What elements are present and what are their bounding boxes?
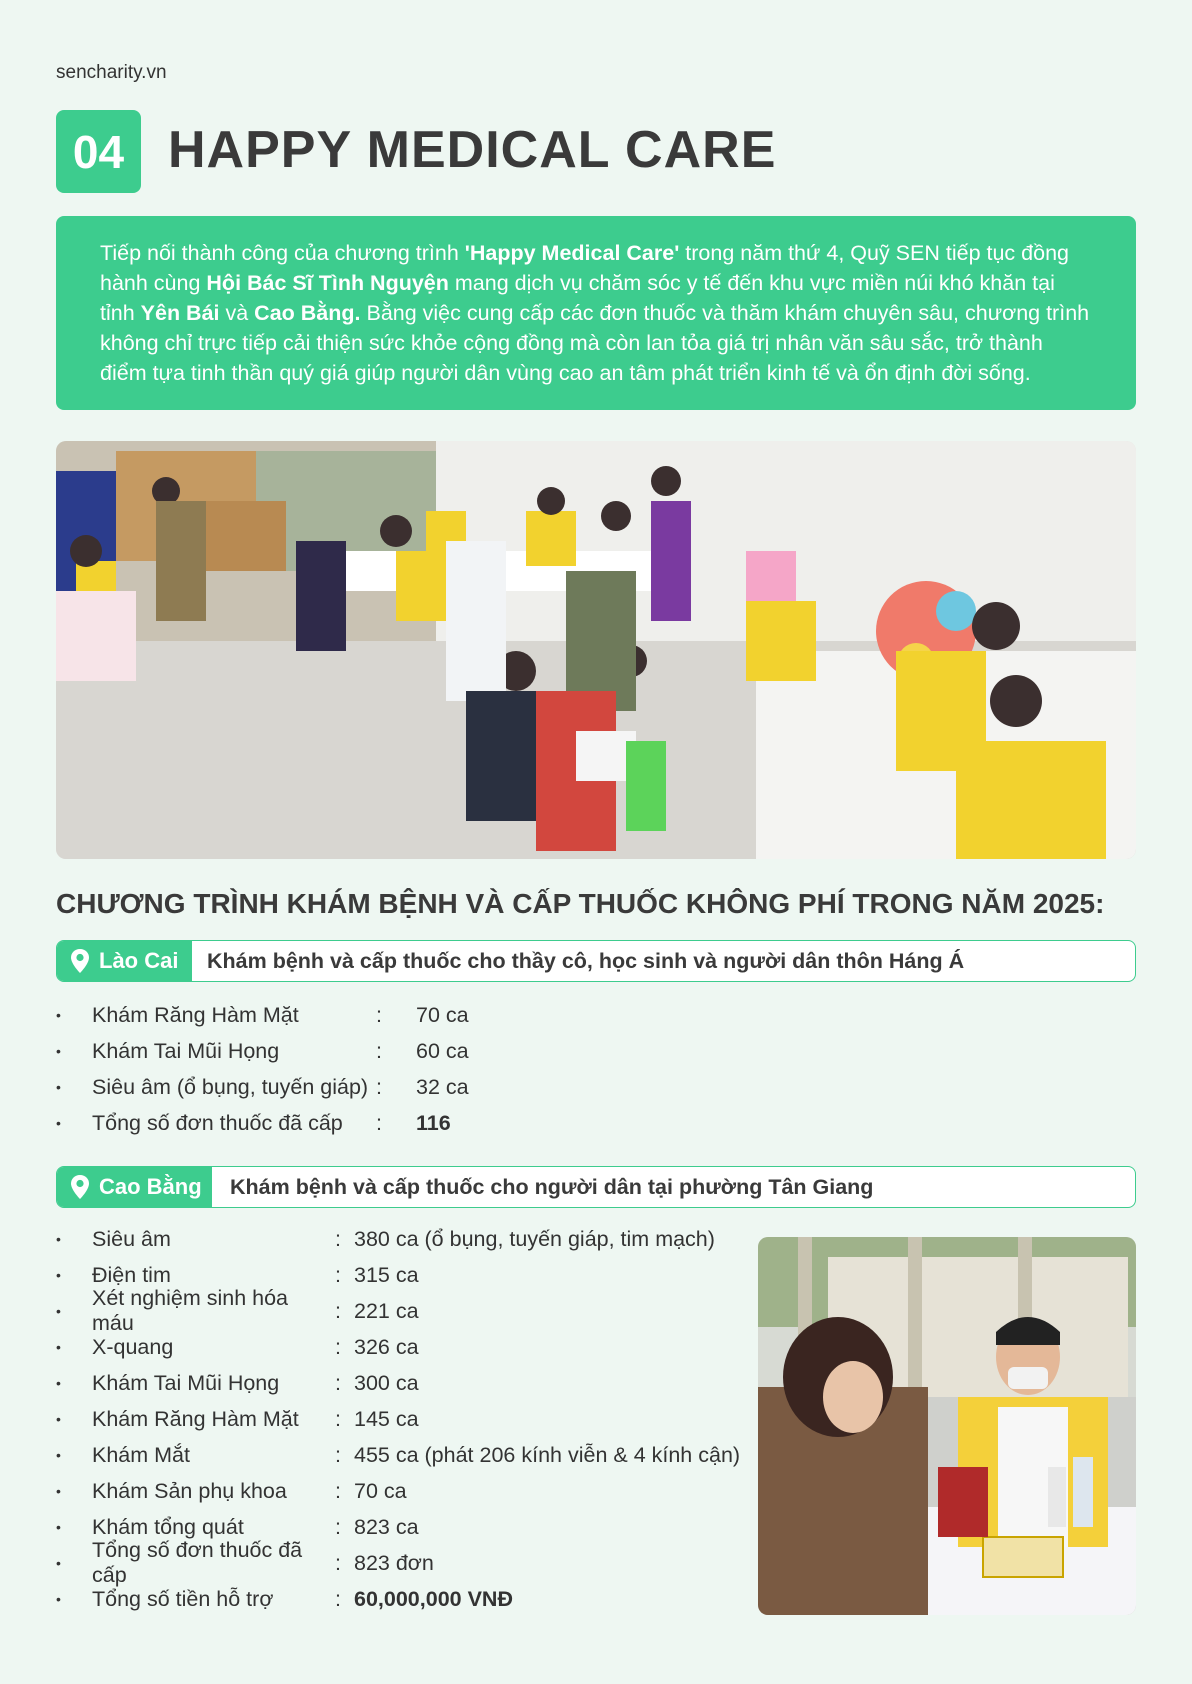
stat-label: Xét nghiệm sinh hóa máu — [92, 1286, 289, 1335]
site-url: sencharity.vn — [56, 62, 167, 83]
list-item — [56, 1329, 740, 1365]
stat-label: Tổng số đơn thuốc đã cấp — [92, 1538, 303, 1587]
bullet: • — [56, 1303, 61, 1319]
location-tag — [57, 941, 192, 981]
stat-colon: : — [335, 1226, 341, 1251]
stat-value: 823 đơn — [354, 1550, 434, 1575]
map-pin-icon — [69, 1174, 91, 1200]
stat-label: Tổng số tiền hỗ trợ — [92, 1586, 274, 1611]
list-item — [56, 1473, 740, 1509]
bullet: • — [56, 1519, 61, 1535]
stat-colon: : — [335, 1478, 341, 1503]
bullet: • — [56, 1447, 61, 1463]
stat-value: 823 ca — [354, 1514, 419, 1539]
stat-value: 116 — [416, 1110, 451, 1135]
list-item — [56, 1437, 740, 1473]
list-item — [56, 1581, 740, 1617]
intro-bold-province: Cao Bằng. — [254, 301, 361, 325]
bullet: • — [56, 1555, 61, 1571]
intro-bold-program: 'Happy Medical Care' — [464, 241, 680, 265]
stat-colon: : — [376, 1002, 382, 1027]
page-title: HAPPY MEDICAL CARE — [168, 121, 777, 179]
stat-label: Điện tim — [92, 1262, 171, 1287]
doctor-consultation-photo — [758, 1237, 1136, 1615]
stat-value: 70 ca — [416, 1002, 469, 1027]
intro-box — [56, 216, 1136, 410]
location-bar-cao-bang — [56, 1166, 1136, 1208]
list-item — [56, 1033, 469, 1069]
stat-label: Khám Sản phụ khoa — [92, 1478, 287, 1503]
stat-value: 60 ca — [416, 1038, 469, 1063]
cao-bang-stats-list — [56, 1221, 740, 1617]
stat-label: X-quang — [92, 1334, 174, 1359]
stat-label: Siêu âm (ổ bụng, tuyến giáp) — [92, 1074, 369, 1099]
bullet: • — [56, 1375, 61, 1391]
list-item — [56, 997, 469, 1033]
medical-camp-photo — [56, 441, 1136, 859]
intro-bold-province: Yên Bái — [140, 301, 220, 325]
bullet: • — [56, 1043, 61, 1059]
stat-colon: : — [335, 1298, 341, 1323]
intro-bold-partner: Hội Bác Sĩ Tình Nguyện — [206, 271, 449, 295]
stat-value: 145 ca — [354, 1406, 419, 1431]
lao-cai-stats-list — [56, 997, 469, 1141]
stat-colon: : — [335, 1442, 341, 1467]
stat-colon: : — [376, 1038, 382, 1063]
intro-text: mang dịch vụ chăm sóc y tế đến khu vực miền núi khó khăn tại tỉnh — [100, 271, 1055, 325]
stat-colon: : — [335, 1334, 341, 1359]
list-item — [56, 1401, 740, 1437]
bullet: • — [56, 1079, 61, 1095]
intro-text: trong năm thứ 4, Quỹ SEN tiếp tục đồng hành cùng — [100, 241, 1069, 295]
stat-label: Siêu âm — [92, 1226, 171, 1251]
location-name: Lào Cai — [99, 948, 179, 973]
map-pin-icon — [69, 948, 91, 974]
section-number-badge: 04 — [56, 110, 141, 193]
bullet: • — [56, 1267, 61, 1283]
stat-colon: : — [376, 1110, 382, 1135]
stat-value: 380 ca (ổ bụng, tuyến giáp, tim mạch) — [354, 1226, 715, 1251]
location-description: Khám bệnh và cấp thuốc cho người dân tại phường Tân Giang — [230, 1174, 874, 1199]
stat-label: Khám Tai Mũi Họng — [92, 1370, 280, 1395]
stat-colon: : — [335, 1586, 341, 1611]
location-bar-lao-cai — [56, 940, 1136, 982]
bullet: • — [56, 1115, 61, 1131]
stat-value: 326 ca — [354, 1334, 419, 1359]
list-item — [56, 1105, 469, 1141]
stat-label: Khám Tai Mũi Họng — [92, 1038, 280, 1063]
stat-label: Tổng số đơn thuốc đã cấp — [92, 1110, 343, 1135]
list-item — [56, 1221, 740, 1257]
stat-colon: : — [335, 1406, 341, 1431]
location-tag — [57, 1167, 212, 1207]
stat-label: Khám Mắt — [92, 1442, 190, 1467]
stat-label: Khám Răng Hàm Mặt — [92, 1406, 299, 1431]
stat-value: 455 ca (phát 206 kính viễn & 4 kính cận) — [354, 1442, 741, 1467]
stat-label: Khám tổng quát — [92, 1514, 244, 1539]
stat-value: 32 ca — [416, 1074, 469, 1099]
intro-text: Bằng việc cung cấp các đơn thuốc và thăm khám chuyên sâu, chương trình không chỉ trực tiếp cải thiện sức khỏe cộng đồng mà còn lan tỏa giá trị nhân văn sâu sắc, trở thành điểm tựa tinh thần quý giá giúp người dân vùng cao an tâm phát triển kinh tế và ổn định đời sống. — [100, 301, 1090, 385]
bullet: • — [56, 1411, 61, 1427]
list-item — [56, 1286, 740, 1335]
stat-value: 60,000,000 VNĐ — [354, 1586, 513, 1611]
section-title: CHƯƠNG TRÌNH KHÁM BỆNH VÀ CẤP THUỐC KHÔNG PHÍ TRONG NĂM 2025: — [56, 888, 1105, 919]
stat-value: 70 ca — [354, 1478, 407, 1503]
list-item — [56, 1365, 740, 1401]
bullet: • — [56, 1339, 61, 1355]
stat-colon: : — [335, 1550, 341, 1575]
stat-value: 221 ca — [354, 1298, 419, 1323]
bullet: • — [56, 1007, 61, 1023]
stat-colon: : — [376, 1074, 382, 1099]
bullet: • — [56, 1231, 61, 1247]
bullet: • — [56, 1483, 61, 1499]
stat-colon: : — [335, 1262, 341, 1287]
stat-value: 300 ca — [354, 1370, 419, 1395]
intro-text: Tiếp nối thành công của chương trình — [100, 241, 465, 265]
location-description: Khám bệnh và cấp thuốc cho thầy cô, học sinh và người dân thôn Háng Á — [207, 948, 965, 973]
stat-colon: : — [335, 1514, 341, 1539]
list-item — [56, 1069, 469, 1105]
list-item — [56, 1538, 740, 1587]
stat-value: 315 ca — [354, 1262, 419, 1287]
location-name: Cao Bằng — [99, 1174, 202, 1199]
stat-colon: : — [335, 1370, 341, 1395]
bullet: • — [56, 1591, 61, 1607]
intro-text: và — [219, 301, 255, 325]
stat-label: Khám Răng Hàm Mặt — [92, 1002, 299, 1027]
